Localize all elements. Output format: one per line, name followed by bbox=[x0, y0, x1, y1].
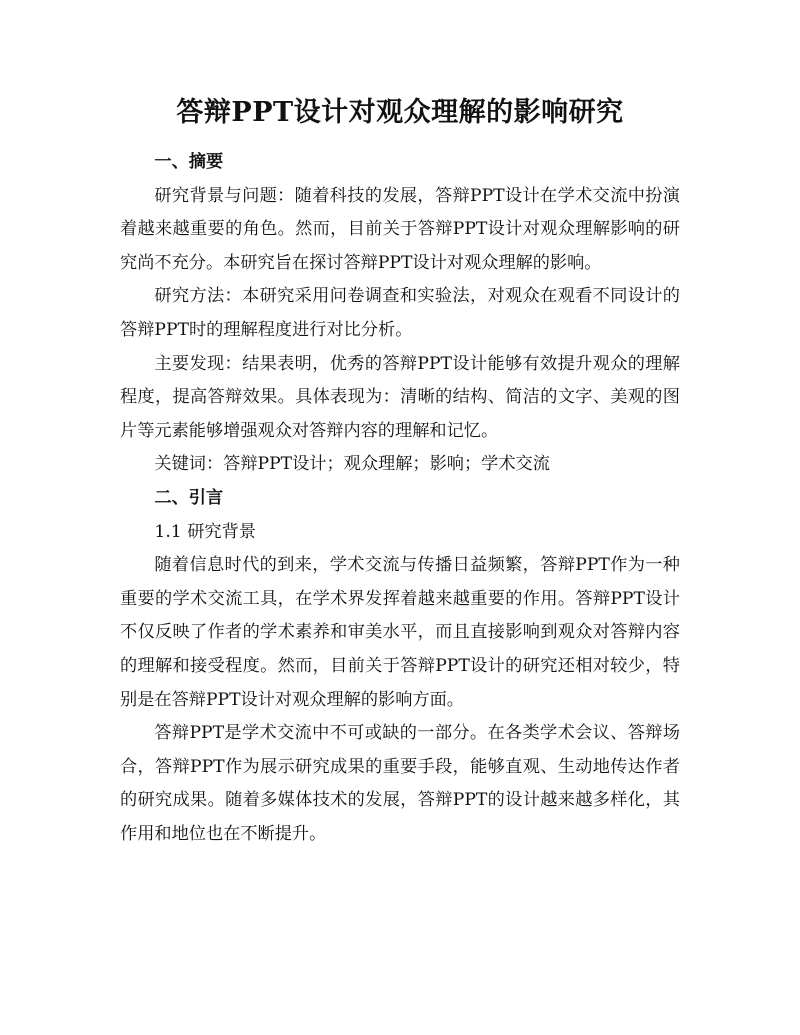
paragraph-method: 研究方法：本研究采用问卷调查和实验法，对观众在观看不同设计的答辩PPT时的理解程度进行对比分析。 bbox=[120, 286, 680, 340]
document-body bbox=[120, 146, 680, 851]
paragraph-intro-2: 答辩PPT是学术交流中不可或缺的一部分。在各类学术会议、答辩场合，答辩PPT作为展示研究成果的重要手段，能够直观、生动地传达作者的研究成果。随着多媒体技术的发展，答辩PPT的设计越来越多样化，其作用和地位也在不断提升。 bbox=[120, 723, 680, 844]
paragraph-findings: 主要发现：结果表明，优秀的答辩PPT设计能够有效提升观众的理解程度，提高答辩效果。具体表现为：清晰的结构、简洁的文字、美观的图片等元素能够增强观众对答辩内容的理解和记忆。 bbox=[120, 353, 680, 441]
section-heading-introduction: 二、引言 bbox=[154, 487, 224, 508]
document-title: 答辩PPT设计对观众理解的影响研究 bbox=[176, 97, 624, 128]
paragraph-keywords: 关键词：答辩PPT设计；观众理解；影响；学术交流 bbox=[154, 454, 550, 475]
paragraph-background: 研究背景与问题：随着科技的发展，答辩PPT设计在学术交流中扮演着越来越重要的角色。然而，目前关于答辩PPT设计对观众理解影响的研究尚不充分。本研究旨在探讨答辩PPT设计对观众理解的影响。 bbox=[120, 185, 680, 273]
section-heading-abstract: 一、摘要 bbox=[154, 152, 224, 172]
paragraph-intro-1: 随着信息时代的到来，学术交流与传播日益频繁，答辩PPT作为一种重要的学术交流工具，在学术界发挥着越来越重要的作用。答辩PPT设计不仅反映了作者的学术素养和审美水平，而且直接影响到观众对答辩内容的理解和接受程度。然而，目前关于答辩PPT设计的研究还相对较少，特别是在答辩PPT设计对观众理解的影响方面。 bbox=[120, 555, 680, 710]
subsection-heading-background: 1.1 研究背景 bbox=[154, 521, 256, 542]
